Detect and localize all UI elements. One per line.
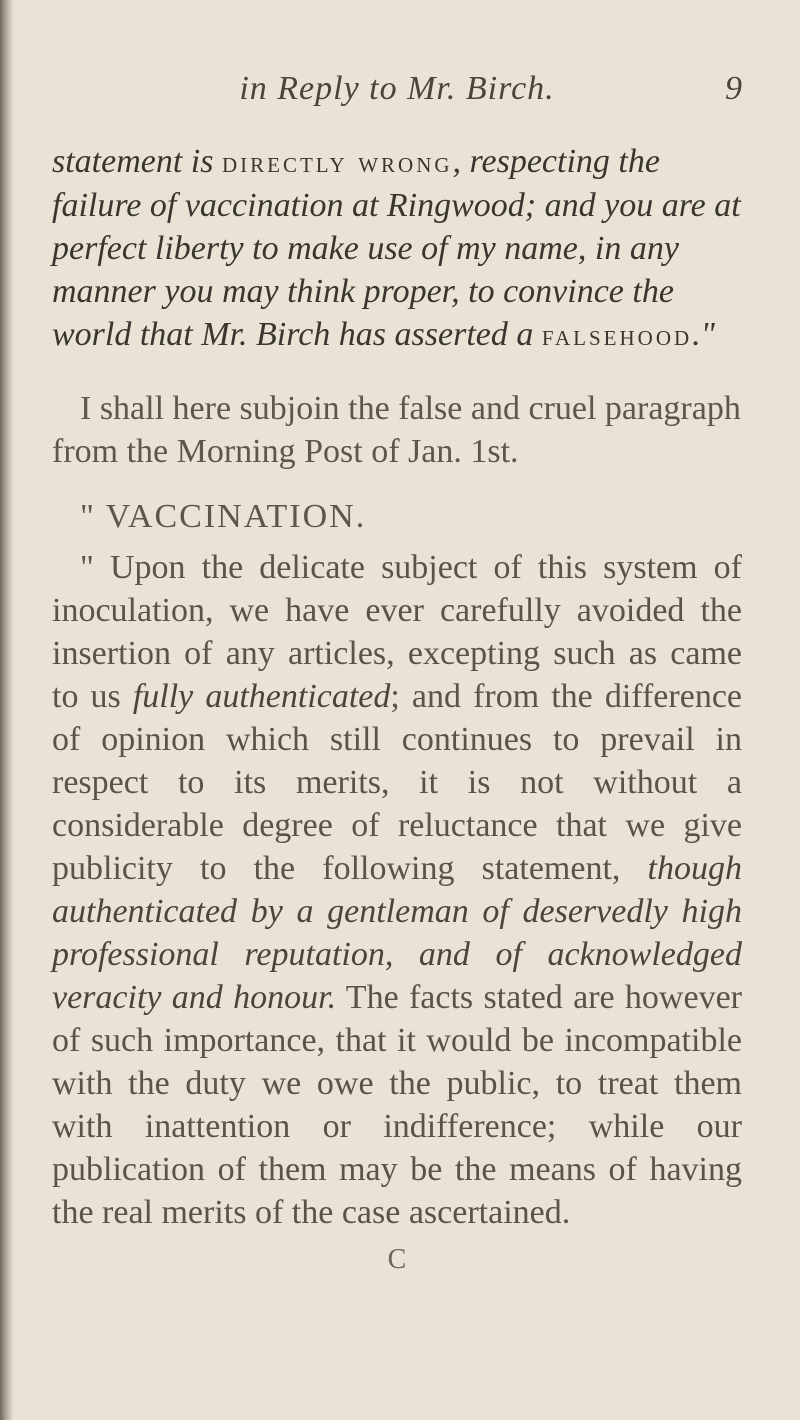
article-emphasis: fully authenticated	[132, 678, 391, 715]
article-text: " Upon the delicate subject of this system of inoculation, we have ever carefully avoided the insertion of any articles, excepting such as came to us	[52, 549, 742, 715]
article-text: The facts stated are however of such importance, that it would be incompatible with the duty we owe the public, to treat them with inattention or indifference; while our publication of them may be the means of having the real merits of the case ascertained.	[52, 979, 742, 1231]
article-text: ; and from the difference of opinion which still continues to prevail in respect to its merits, it is not without a considerable degree of reluctance that we give publicity to the following statement,	[52, 678, 742, 887]
article-paragraph	[52, 546, 742, 1234]
article-emphasis: though authenticated by a gentleman of deservedly high professional reputation, and of acknowledged veracity and honour.	[52, 850, 742, 1016]
quote-emphasis: directly wrong	[221, 146, 453, 179]
book-page	[52, 70, 742, 1276]
quote-text: ."	[692, 316, 715, 353]
intro-paragraph: I shall here subjoin the false and cruel paragraph from the Morning Post of Jan. 1st.	[52, 390, 741, 470]
binding-gutter	[0, 0, 14, 1420]
quoted-letter-end	[52, 140, 742, 357]
quote-emphasis: falsehood	[541, 319, 693, 352]
running-title: in Reply to Mr. Birch.	[239, 70, 555, 107]
signature-mark: C	[387, 1244, 407, 1275]
running-head	[52, 70, 742, 118]
article-heading: " VACCINATION.	[80, 498, 367, 535]
quote-text: statement is	[52, 143, 222, 180]
quote-text: , respecting the failure of vaccination at Ringwood; and you are at perfect liberty to make use of my name, in any manner you may think proper, to convince the world that Mr. Birch has asserted a	[52, 143, 741, 353]
page-number: 9	[725, 70, 742, 107]
